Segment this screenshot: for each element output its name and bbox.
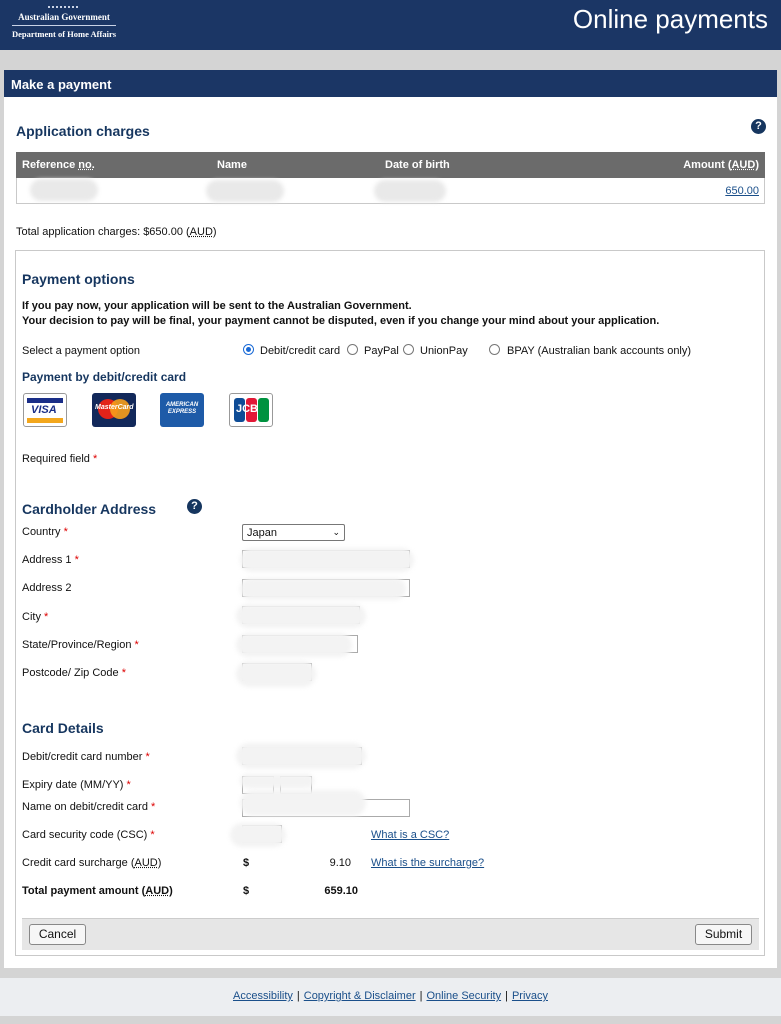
american-express-logo: AMERICAN EXPRESS	[160, 393, 204, 427]
redacted-date-of-birth	[374, 180, 446, 202]
csc-label: Card security code (CSC) *	[22, 829, 155, 841]
footer-link-online-security[interactable]: Online Security	[426, 990, 502, 1002]
address-1-label: Address 1 *	[22, 554, 79, 566]
panel-title: Make a payment	[4, 70, 777, 97]
country-label: Country *	[22, 526, 68, 538]
application-charges-heading: Application charges	[16, 123, 150, 139]
what-is-surcharge-link[interactable]: What is the surcharge?	[371, 857, 485, 869]
app-title: Online payments	[572, 4, 768, 34]
total-payment-value: 659.10	[324, 885, 358, 897]
surcharge-currency: $	[243, 857, 250, 869]
radio-label-paypal[interactable]: PayPal	[364, 345, 399, 357]
logo-department-text: Department of Home Affairs	[11, 29, 117, 39]
expiry-label: Expiry date (MM/YY) *	[22, 779, 131, 791]
footer-link-privacy[interactable]: Privacy	[511, 990, 548, 1002]
redacted-postcode	[236, 661, 316, 687]
address-2-label: Address 2	[22, 582, 72, 594]
column-reference: Reference no.	[22, 159, 95, 171]
redacted-state	[236, 633, 352, 657]
redacted-city	[236, 604, 366, 628]
required-star: *	[92, 453, 98, 465]
what-is-csc-link[interactable]: What is a CSC?	[371, 829, 450, 841]
redacted-expiry	[240, 774, 314, 788]
government-logo	[8, 0, 120, 46]
payment-options-heading: Payment options	[22, 271, 135, 287]
surcharge-value: 9.10	[329, 857, 351, 869]
column-amount: Amount (AUD)	[683, 159, 759, 171]
jcb-logo: JCB	[229, 393, 273, 427]
redacted-address-2	[240, 578, 406, 600]
radio-label-bpay[interactable]: BPAY (Australian bank accounts only)	[507, 345, 692, 357]
total-currency: $	[243, 885, 250, 897]
coat-of-arms-icon	[48, 0, 78, 8]
footer	[0, 978, 781, 1016]
redacted-reference	[30, 179, 98, 201]
card-details-heading: Card Details	[22, 720, 104, 736]
name-on-card-label: Name on debit/credit card *	[22, 801, 156, 813]
payment-notice-line-2: Your decision to pay will be final, your payment cannot be disputed, even if you change your mind about your application.	[22, 315, 660, 327]
form-actions-bar	[22, 918, 759, 950]
payment-notice-line-1: If you pay now, your application will be sent to the Australian Government.	[22, 300, 412, 312]
charges-table-header	[16, 152, 765, 178]
submit-button[interactable]: Submit	[695, 924, 752, 945]
footer-separator: |	[296, 990, 300, 1002]
column-name: Name	[217, 159, 247, 171]
redacted-csc	[230, 823, 286, 847]
amount-link[interactable]: 650.00	[725, 185, 759, 197]
radio-bpay[interactable]	[489, 344, 500, 355]
footer-separator: |	[419, 990, 423, 1002]
redacted-card-number	[236, 743, 366, 769]
city-label: City *	[22, 611, 49, 623]
footer-separator: |	[505, 990, 508, 1002]
surcharge-label: Credit card surcharge (AUD)	[22, 857, 162, 869]
total-application-charges: Total application charges: $650.00 (AUD)	[16, 226, 217, 238]
visa-logo: VISA	[23, 393, 67, 427]
total-payment-label: Total payment amount (AUD)	[22, 885, 173, 897]
required-field-note: Required field *	[22, 453, 98, 465]
logo-government-text: Australian Government	[18, 12, 110, 22]
chevron-down-icon: ⌄	[332, 527, 340, 537]
card-payment-heading: Payment by debit/credit card	[22, 370, 187, 384]
radio-debit-credit-card[interactable]	[243, 344, 254, 355]
question-circle-icon[interactable]: ?	[751, 119, 766, 134]
radio-label-debit-credit-card[interactable]: Debit/credit card	[260, 345, 341, 357]
state-label: State/Province/Region *	[22, 639, 139, 651]
mastercard-logo: MasterCard	[92, 393, 136, 427]
footer-link-accessibility[interactable]: Accessibility	[232, 990, 293, 1002]
radio-label-unionpay[interactable]: UnionPay	[420, 345, 468, 357]
footer-link-copyright[interactable]: Copyright & Disclaimer	[303, 990, 416, 1002]
select-payment-option-label: Select a payment option	[22, 345, 141, 357]
logo-divider	[12, 25, 116, 26]
redacted-name-on-card	[240, 790, 366, 816]
cancel-button[interactable]: Cancel	[29, 924, 86, 945]
question-circle-icon[interactable]: ?	[187, 499, 202, 514]
redacted-address-1	[240, 548, 414, 572]
radio-paypal[interactable]	[347, 344, 358, 355]
column-date-of-birth: Date of birth	[385, 159, 450, 171]
redacted-name	[206, 180, 284, 202]
cardholder-address-heading: Cardholder Address	[22, 501, 157, 517]
card-number-label: Debit/credit card number *	[22, 751, 150, 763]
country-select[interactable]: Japan ⌄	[242, 524, 345, 541]
postcode-label: Postcode/ Zip Code *	[22, 667, 126, 679]
radio-unionpay[interactable]	[403, 344, 414, 355]
